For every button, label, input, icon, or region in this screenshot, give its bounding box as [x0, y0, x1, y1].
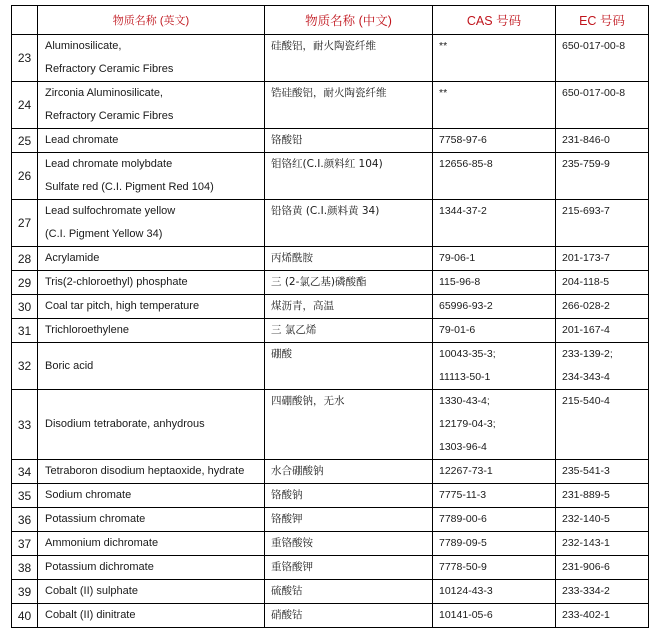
ec-number-cell [556, 508, 649, 532]
row-number: 25 [12, 129, 38, 153]
english-name-cell [38, 200, 265, 247]
ec-number-cell [556, 200, 649, 247]
chinese-name-cell [265, 153, 433, 200]
table-row [12, 35, 649, 82]
ec-number: 231-889-5 [562, 489, 610, 501]
chinese-name-text: 铬酸钾 [271, 513, 303, 525]
english-name-cell [38, 556, 265, 580]
ec-number: 233-334-2 [562, 585, 610, 597]
english-name-line: (C.I. Pigment Yellow 34) [45, 228, 163, 240]
row-number: 37 [12, 532, 38, 556]
english-name-line: Zirconia Aluminosilicate, [45, 87, 163, 99]
row-number: 34 [12, 460, 38, 484]
ec-number: 650-017-00-8 [562, 40, 626, 52]
chinese-name-text: 重铬酸钾 [271, 561, 313, 573]
cas-number-cell [433, 200, 556, 247]
chinese-name-cell [265, 343, 433, 390]
header-cas-number: CAS 号码 [433, 6, 556, 35]
ec-number: 204-118-5 [562, 276, 610, 288]
english-name-cell [38, 484, 265, 508]
ec-number: 234-343-4 [562, 371, 610, 383]
english-name-line: Lead chromate [45, 134, 119, 146]
ec-number-cell [556, 532, 649, 556]
table-row [12, 295, 649, 319]
chinese-name-cell [265, 200, 433, 247]
cas-number-cell [433, 460, 556, 484]
chinese-name-text: 三 氯乙烯 [271, 324, 317, 336]
cas-number: 1303-96-4 [439, 441, 487, 453]
chinese-name-cell [265, 247, 433, 271]
english-name-line: Boric acid [45, 359, 94, 372]
cas-number: ** [439, 87, 448, 99]
cas-number: ** [439, 40, 448, 52]
english-name-line: Sulfate red (C.I. Pigment Red 104) [45, 181, 214, 193]
english-name-line: Lead sulfochromate yellow [45, 205, 176, 217]
cas-number-cell [433, 508, 556, 532]
cas-number-cell [433, 580, 556, 604]
english-name-line: Refractory Ceramic Fibres [45, 63, 174, 75]
chinese-name-text: 四硼酸钠，无水 [271, 395, 345, 407]
table-row [12, 200, 649, 247]
cas-number: 115-96-8 [439, 276, 481, 288]
english-name-cell [38, 271, 265, 295]
cas-number: 7758-97-6 [439, 134, 487, 146]
header-chinese-name: 物质名称 (中文) [265, 6, 433, 35]
cas-number: 7789-00-6 [439, 513, 487, 525]
cas-number-cell [433, 532, 556, 556]
row-number: 29 [12, 271, 38, 295]
ec-number-cell [556, 129, 649, 153]
chinese-name-text: 铬酸钠 [271, 489, 303, 501]
table-body [12, 35, 649, 628]
ec-number-cell [556, 82, 649, 129]
ec-number-cell [556, 390, 649, 460]
cas-number-cell [433, 129, 556, 153]
header-number [12, 6, 38, 35]
cas-number: 12656-85-8 [439, 158, 493, 170]
cas-number: 7778-50-9 [439, 561, 487, 573]
table-row [12, 484, 649, 508]
table-row [12, 532, 649, 556]
row-number: 23 [12, 35, 38, 82]
row-number: 31 [12, 319, 38, 343]
english-name-cell [38, 390, 265, 460]
row-number: 33 [12, 390, 38, 460]
english-name-cell [38, 508, 265, 532]
cas-number: 12179-04-3; [439, 418, 496, 430]
cas-number: 1330-43-4; [439, 395, 490, 407]
english-name-cell [38, 35, 265, 82]
ec-number: 215-540-4 [562, 395, 610, 407]
ec-number: 215-693-7 [562, 205, 610, 217]
chinese-name-text: 铬酸铅 [271, 134, 303, 146]
cas-number: 10124-43-3 [439, 585, 493, 597]
cas-number: 10141-05-6 [439, 609, 493, 621]
chinese-name-text: 水合硼酸钠 [271, 465, 324, 477]
header-ec-number: EC 号码 [556, 6, 649, 35]
english-name-line: Tris(2-chloroethyl) phosphate [45, 276, 188, 288]
table-row [12, 129, 649, 153]
chinese-name-cell [265, 390, 433, 460]
english-name-line: Acrylamide [45, 252, 100, 264]
cas-number-cell [433, 247, 556, 271]
table-row [12, 319, 649, 343]
cas-number-cell [433, 484, 556, 508]
cas-number: 7789-09-5 [439, 537, 487, 549]
chinese-name-cell [265, 484, 433, 508]
english-name-line: Sodium chromate [45, 489, 132, 501]
chinese-name-text: 硝酸钴 [271, 609, 303, 621]
chinese-name-cell [265, 129, 433, 153]
row-number: 26 [12, 153, 38, 200]
english-name-cell [38, 604, 265, 628]
cas-number-cell [433, 295, 556, 319]
english-name-line: Trichloroethylene [45, 324, 129, 336]
chinese-name-text: 重铬酸铵 [271, 537, 313, 549]
table-row [12, 460, 649, 484]
table-row [12, 604, 649, 628]
table-row [12, 390, 649, 460]
english-name-cell [38, 153, 265, 200]
table-row [12, 580, 649, 604]
cas-number: 1344-37-2 [439, 205, 487, 217]
english-name-cell [38, 580, 265, 604]
table-row [12, 508, 649, 532]
chinese-name-text: 三 (2-氯乙基)磷酸酯 [271, 276, 367, 288]
cas-number-cell [433, 556, 556, 580]
chinese-name-cell [265, 580, 433, 604]
ec-number: 231-846-0 [562, 134, 610, 146]
cas-number-cell [433, 35, 556, 82]
row-number: 30 [12, 295, 38, 319]
row-number: 36 [12, 508, 38, 532]
english-name-cell [38, 532, 265, 556]
english-name-cell [38, 295, 265, 319]
table-header-row [12, 6, 649, 35]
cas-number: 79-01-6 [439, 324, 476, 336]
ec-number: 650-017-00-8 [562, 87, 626, 99]
english-name-cell [38, 460, 265, 484]
cas-number: 11113-50-1 [439, 371, 491, 383]
ec-number: 235-759-9 [562, 158, 610, 170]
english-name-line: Cobalt (II) dinitrate [45, 609, 136, 621]
english-name-cell [38, 247, 265, 271]
chinese-name-cell [265, 532, 433, 556]
chinese-name-cell [265, 295, 433, 319]
cas-number-cell [433, 343, 556, 390]
cas-number: 79-06-1 [439, 252, 476, 264]
cas-number-cell [433, 390, 556, 460]
chinese-name-cell [265, 604, 433, 628]
english-name-line: Coal tar pitch, high temperature [45, 300, 200, 312]
row-number: 32 [12, 343, 38, 390]
chinese-name-cell [265, 508, 433, 532]
english-name-line: Tetraboron disodium heptaoxide, hydrate [45, 465, 245, 477]
table-row [12, 153, 649, 200]
ec-number: 232-143-1 [562, 537, 610, 549]
chinese-name-cell [265, 82, 433, 129]
chinese-name-cell [265, 460, 433, 484]
chinese-name-text: 丙烯酰胺 [271, 252, 313, 264]
header-english-name: 物质名称 (英文) [38, 6, 265, 35]
cas-number: 10043-35-3; [439, 348, 496, 360]
english-name-line: Potassium dichromate [45, 561, 154, 573]
chinese-name-text: 铅铬黄 (C.I.颜料黄 34) [271, 205, 380, 217]
cas-number-cell [433, 153, 556, 200]
table-row [12, 556, 649, 580]
row-number: 39 [12, 580, 38, 604]
ec-number: 201-167-4 [562, 324, 610, 336]
ec-number-cell [556, 247, 649, 271]
ec-number: 233-402-1 [562, 609, 610, 621]
english-name-line: Ammonium dichromate [45, 537, 159, 549]
row-number: 38 [12, 556, 38, 580]
cas-number: 65996-93-2 [439, 300, 493, 312]
ec-number-cell [556, 319, 649, 343]
ec-number-cell [556, 153, 649, 200]
cas-number: 7775-11-3 [439, 489, 487, 501]
english-name-cell [38, 343, 265, 390]
chinese-name-cell [265, 35, 433, 82]
chinese-name-text: 锆硅酸铝，耐火陶瓷纤维 [271, 87, 387, 99]
chinese-name-cell [265, 271, 433, 295]
ec-number: 201-173-7 [562, 252, 610, 264]
ec-number-cell [556, 604, 649, 628]
cas-number-cell [433, 319, 556, 343]
english-name-line: Lead chromate molybdate [45, 158, 173, 170]
ec-number-cell [556, 460, 649, 484]
ec-number: 232-140-5 [562, 513, 610, 525]
ec-number-cell [556, 484, 649, 508]
row-number: 27 [12, 200, 38, 247]
english-name-line: Cobalt (II) sulphate [45, 585, 138, 597]
chinese-name-cell [265, 319, 433, 343]
row-number: 35 [12, 484, 38, 508]
english-name-cell [38, 82, 265, 129]
chinese-name-text: 硼酸 [271, 348, 292, 360]
ec-number-cell [556, 35, 649, 82]
table-row [12, 82, 649, 129]
english-name-line: Refractory Ceramic Fibres [45, 110, 174, 122]
ec-number-cell [556, 343, 649, 390]
ec-number: 233-139-2; [562, 348, 613, 360]
ec-number-cell [556, 295, 649, 319]
ec-number: 231-906-6 [562, 561, 610, 573]
row-number: 40 [12, 604, 38, 628]
substance-table [11, 5, 649, 628]
ec-number: 266-028-2 [562, 300, 610, 312]
ec-number-cell [556, 556, 649, 580]
chinese-name-text: 硫酸钴 [271, 585, 303, 597]
chinese-name-text: 钼铬红(C.I.颜料红 104) [271, 158, 383, 170]
chinese-name-cell [265, 556, 433, 580]
row-number: 28 [12, 247, 38, 271]
cas-number-cell [433, 271, 556, 295]
cas-number: 12267-73-1 [439, 465, 493, 477]
english-name-line: Potassium chromate [45, 513, 146, 525]
row-number: 24 [12, 82, 38, 129]
cas-number-cell [433, 604, 556, 628]
english-name-line: Aluminosilicate, [45, 40, 122, 52]
english-name-cell [38, 129, 265, 153]
chinese-name-text: 煤沥青，高温 [271, 300, 334, 312]
chinese-name-text: 硅酸铝，耐火陶瓷纤维 [271, 40, 376, 52]
table-row [12, 247, 649, 271]
table-row [12, 343, 649, 390]
ec-number-cell [556, 271, 649, 295]
english-name-line: Disodium tetraborate, anhydrous [45, 418, 205, 430]
english-name-cell [38, 319, 265, 343]
ec-number-cell [556, 580, 649, 604]
cas-number-cell [433, 82, 556, 129]
ec-number: 235-541-3 [562, 465, 610, 477]
table-row [12, 271, 649, 295]
